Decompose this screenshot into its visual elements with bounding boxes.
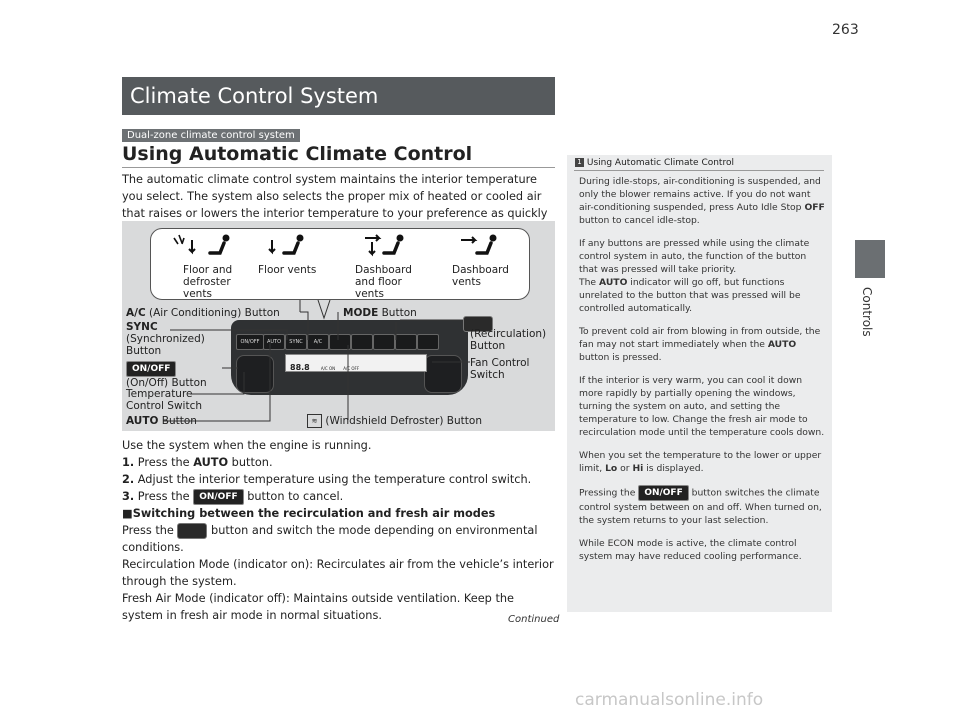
steps-intro: Use the system when the engine is running.: [122, 439, 372, 452]
note-title: 1 Using Automatic Climate Control: [575, 158, 734, 168]
vent-label-dashboard: Dashboard vents: [452, 264, 509, 288]
onoff-icon: ON/OFF: [126, 361, 176, 377]
subsection-title: ■Switching between the recirculation and fresh air modes: [122, 507, 496, 520]
note-p3: To prevent cold air from blowing in from outside, the fan may not start immediately when the AUTO button is pressed.: [579, 326, 821, 363]
section-side-tab: [855, 240, 885, 278]
display-ac-on: A/C ON: [320, 366, 336, 371]
vent-label-floor-defroster: Floor and defroster vents: [183, 264, 233, 300]
floor-vent-icon: [262, 232, 312, 260]
note-text: [579, 175, 825, 563]
device-mode-button: [351, 334, 373, 350]
callout-temperature: Temperature Control Switch: [126, 388, 203, 412]
device-rear-defroster-button: [373, 334, 395, 350]
device-blank-button: [417, 334, 439, 350]
callout-fan: Fan Control Switch: [470, 357, 530, 381]
vent-label-floor: Floor vents: [258, 264, 317, 276]
onoff-icon: ON/OFF: [638, 485, 688, 501]
device-ac-button: A/C: [307, 334, 329, 350]
step-2: 2. Adjust the interior temperature using the temperature control switch.: [122, 473, 532, 486]
continued-label: Continued: [508, 614, 560, 625]
callout-auto: AUTO Button: [126, 415, 197, 427]
callout-ac: A/C (Air Conditioning) Button: [126, 307, 280, 319]
note-p2: If any buttons are pressed while using the climate control system in auto, the function of the button that was pressed will take priority.: [579, 238, 810, 275]
recirculation-icon: [177, 523, 207, 539]
vent-label-dashboard-floor: Dashboard and floor vents: [355, 264, 412, 300]
callout-sync: SYNC (Synchronized) Button: [126, 321, 205, 357]
note-p1: During idle-stops, air-conditioning is suspended, and only the blower remains active. If you do not want air-conditioning suspended, press Auto Idle Stop OFF button to cancel idle-stop.: [579, 176, 825, 226]
callout-onoff: ON/OFF (On/Off) Button: [126, 361, 221, 389]
dashboard-vent-icon: [455, 232, 505, 260]
device-defroster-button: [329, 334, 351, 350]
device-auto-button: AUTO: [263, 334, 285, 350]
note-rule: [574, 170, 824, 171]
intro-text: The automatic climate control system maintains the interior temperature you select. The system also selects the proper mix of heated or cooled air that raises or lowers the interior temperature to your preference as quickly: [122, 173, 548, 220]
page-number: 263: [832, 22, 859, 38]
page-heading: Using Automatic Climate Control: [122, 143, 473, 165]
dashboard-floor-vent-icon: [362, 232, 412, 260]
watermark: carmanualsonline.info: [575, 690, 764, 710]
subsection-p2: Recirculation Mode (indicator on): Recirculates air from the vehicle’s interior through the system.: [122, 558, 554, 588]
device-display: [285, 354, 427, 372]
left-temperature-switch: [236, 355, 274, 393]
heading-rule: [122, 167, 555, 168]
display-temperature: 88.8: [290, 363, 310, 372]
callout-mode: MODE Button: [343, 307, 417, 319]
note-p6: Pressing the ON/OFF button switches the climate control system between on and off. When turned on, the system returns to your last selection.: [579, 485, 825, 527]
right-temperature-switch: [424, 355, 462, 393]
subsection-p1: Press the button and switch the mode depending on environmental conditions.: [122, 524, 538, 554]
defroster-icon: ≋: [307, 414, 322, 428]
callout-defroster: ≋ (Windshield Defroster) Button: [307, 414, 482, 428]
section-title: Climate Control System: [122, 77, 555, 115]
device-recirculation-button: [395, 334, 417, 350]
device-onoff-button: ON/OFF: [236, 334, 264, 350]
floor-defroster-vent-icon: [170, 232, 240, 260]
callout-recirculation: (Recirculation) Button: [470, 328, 547, 352]
subsection-p3: Fresh Air Mode (indicator off): Maintains outside ventilation. Keep the system in fresh air mode in normal situations.: [122, 592, 514, 622]
step-1: 1. Press the AUTO button.: [122, 456, 273, 469]
note-p5: When you set the temperature to the lower or upper limit, Lo or Hi is displayed.: [579, 450, 822, 474]
onoff-icon: ON/OFF: [193, 489, 243, 505]
note-p4: If the interior is very warm, you can cool it down more rapidly by partially opening the windows, turning the system on auto, and setting the temperature to low. Change the fresh air mode to recirculation mode until the temperature cools down.: [579, 375, 825, 438]
device-sync-button: SYNC: [285, 334, 307, 350]
section-side-label: Controls: [860, 287, 874, 337]
note-p2b: The AUTO indicator will go off, but functions unrelated to the button that was pressed will be controlled automatically.: [579, 277, 801, 314]
note-p7: While ECON mode is active, the climate control system may have reduced cooling performance.: [579, 538, 802, 562]
note-icon: 1: [575, 158, 584, 167]
steps: [122, 437, 555, 624]
system-tag: Dual-zone climate control system: [122, 129, 300, 142]
step-3: 3. Press the ON/OFF button to cancel.: [122, 490, 344, 503]
display-ac-off: A/C OFF: [343, 366, 360, 371]
